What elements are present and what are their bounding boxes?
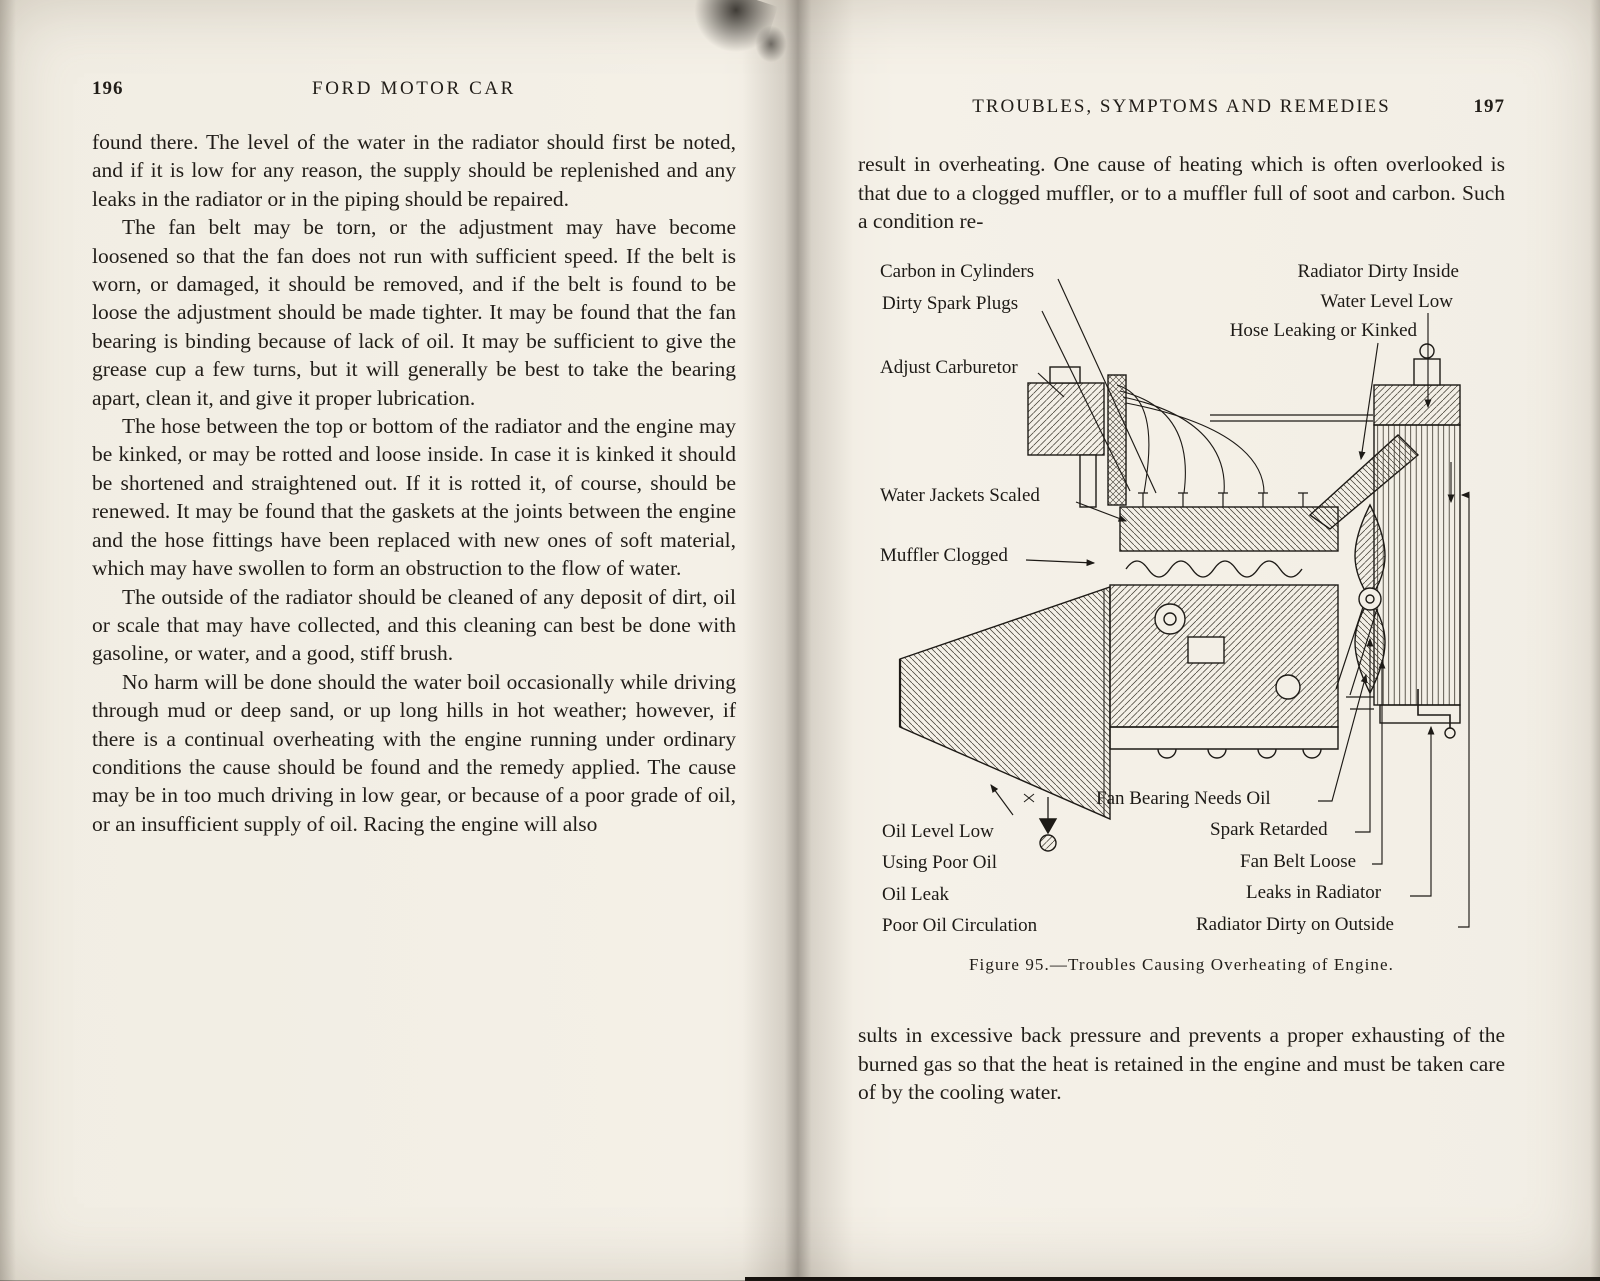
paragraph: found there. The level of the water in the radiator should first be noted, and if it is low for any reason, the supply should be replenished and any leaks in the radiator or in the piping should be repaired. bbox=[92, 130, 736, 211]
figure-label: Radiator Dirty on Outside bbox=[1196, 914, 1394, 936]
figure-label: Fan Bearing Needs Oil bbox=[1096, 788, 1271, 810]
figure-95 bbox=[858, 257, 1505, 997]
gutter-shadow bbox=[742, 0, 854, 1281]
figure-label: Radiator Dirty Inside bbox=[1297, 261, 1459, 283]
figure-label: Carbon in Cylinders bbox=[880, 261, 1035, 283]
figure-label: Dirty Spark Plugs bbox=[882, 293, 1019, 315]
paragraph: The outside of the radiator should be cleaned of any deposit of dirt, oil or scale that may have collected, and this cleaning can best be done with gasoline, or water, and a good, stiff brush. bbox=[92, 584, 736, 666]
figure-label: Adjust Carburetor bbox=[880, 357, 1018, 379]
running-title-right: TROUBLES, SYMPTOMS AND REMEDIES bbox=[972, 96, 1391, 117]
running-title-left: FORD MOTOR CAR bbox=[312, 78, 516, 99]
page-edge-right bbox=[1590, 0, 1600, 1281]
paragraph: The fan belt may be torn, or the adjustment may have become loosened so that the fan does not run with sufficient speed. If the belt is worn, or damaged, it should be removed, and if the belt is found to be loose the adjustment should be made tighter. It may be found that the fan bearing is binding because of lack of oil. It may be sufficient to give the grease cup a few turns, but it will generally be best to take the bearing apart, clean it, and give it proper lubrication. bbox=[92, 215, 736, 410]
page-edge-left bbox=[0, 0, 16, 1281]
ink-smudge bbox=[754, 24, 788, 64]
figure-label: Hose Leaking or Kinked bbox=[1229, 320, 1417, 342]
figure-label: Leaks in Radiator bbox=[1246, 882, 1382, 904]
figure-label: Poor Oil Circulation bbox=[882, 915, 1038, 937]
page-number-right: 197 bbox=[1473, 96, 1505, 117]
figure-label: Water Jackets Scaled bbox=[880, 485, 1040, 507]
paragraph: The hose between the top or bottom of the radiator and the engine may be kinked, or may be rotted and loose inside. In case it is kinked it should be shortened and straightened out. If it is rotted it, of course, should be renewed. It may be found that the gaskets at the joints between the engine and the hose fittings have been replaced with new ones of soft material, which may have swollen to form an obstruction to the flow of water. bbox=[92, 414, 736, 581]
paragraph: result in overheating. One cause of heating which is often overlooked is that due to a clogged muffler, or to a muffler full of soot and carbon. Such a condition re- bbox=[858, 152, 1505, 234]
left-body-text bbox=[92, 128, 736, 838]
figure-label: Muffler Clogged bbox=[880, 545, 1008, 567]
figure-label: Oil Level Low bbox=[882, 821, 994, 843]
figure-label: Water Level Low bbox=[1320, 291, 1453, 313]
page-right-header bbox=[858, 96, 1505, 120]
figure-caption: Figure 95.—Troubles Causing Overheating of Engine. bbox=[968, 955, 1395, 975]
page-right bbox=[800, 0, 1600, 1281]
page-number-left: 196 bbox=[92, 78, 124, 99]
figure-label: Using Poor Oil bbox=[882, 852, 998, 874]
paragraph: No harm will be done should the water boil occasionally while driving through mud or deep sand, or up long hills in hot weather; however, if there is a continual overheating with the engine running under ordinary conditions the cause should be found and the remedy applied. The cause may be in too much driving in low gear, or because of a poor grade of oil, or an insufficient supply of oil. Racing the engine will also bbox=[92, 669, 736, 836]
figure-label: Spark Retarded bbox=[1210, 819, 1328, 841]
paragraph: sults in excessive back pressure and prevents a proper exhausting of the burned gas so that the heat is retained in the engine and must be taken care of by the cooling water. bbox=[858, 1023, 1505, 1105]
page-left-header bbox=[92, 78, 736, 102]
figure-label: Oil Leak bbox=[882, 884, 950, 906]
figure-label: Fan Belt Loose bbox=[1240, 851, 1357, 873]
